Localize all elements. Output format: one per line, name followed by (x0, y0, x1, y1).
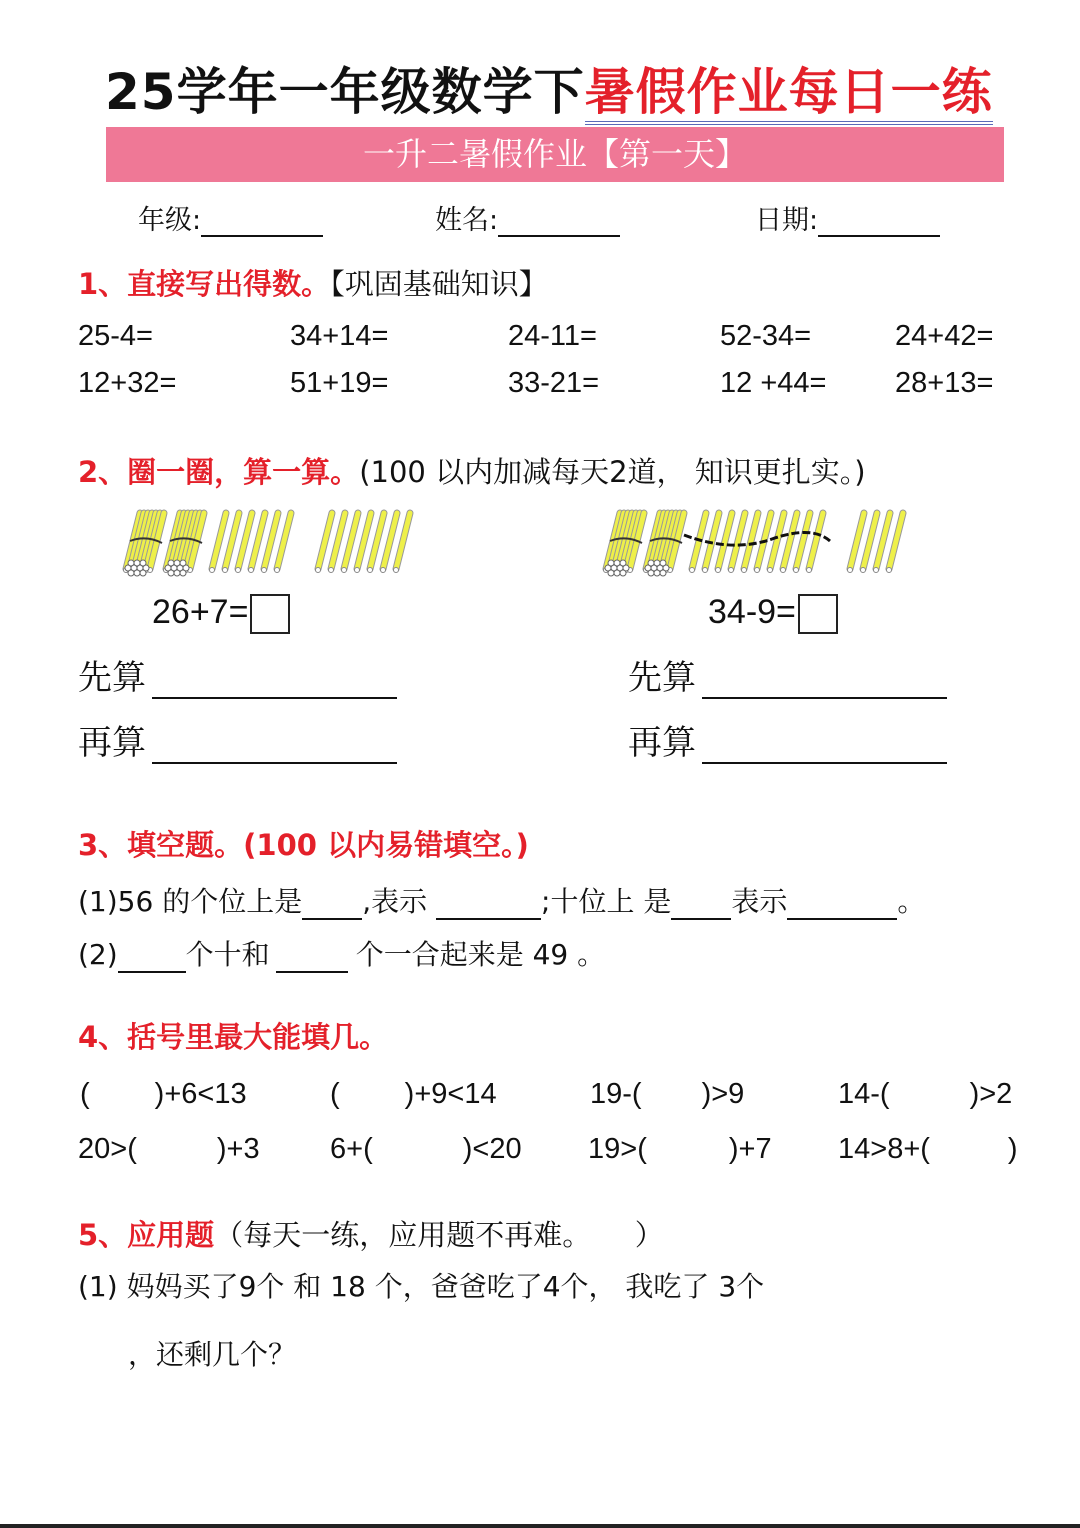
equation: 28+13= (895, 367, 994, 399)
blank[interactable] (302, 918, 362, 920)
stick-end (342, 568, 347, 573)
stick-end (236, 568, 241, 573)
stick-end (128, 570, 134, 576)
stick-end (887, 568, 892, 573)
stick-end (703, 568, 708, 573)
blank[interactable] (787, 918, 897, 920)
name-blank[interactable] (498, 235, 620, 237)
stick-end (180, 570, 186, 576)
stick-end (654, 560, 660, 566)
equation: 33-21= (508, 367, 600, 399)
inequality-right: )>2 (969, 1078, 1013, 1110)
stick-end (275, 568, 280, 573)
blank[interactable] (671, 918, 731, 920)
stick-end (620, 560, 626, 566)
stick-end (174, 570, 180, 576)
stick-end (168, 570, 174, 576)
inequality-right: )+3 (216, 1133, 260, 1165)
inequality-item (330, 1078, 497, 1111)
stick-end (614, 570, 620, 576)
inequality-item (588, 1133, 772, 1166)
date-label: 日期: (755, 205, 819, 236)
stick-end (174, 560, 180, 566)
grade-label: 年级: (138, 205, 202, 236)
stick-end (654, 570, 660, 576)
stick-end (249, 568, 254, 573)
section3-heading: 3、填空题。(100 以内易错填空。) (78, 828, 529, 862)
stick-end (316, 568, 321, 573)
stick-end (755, 568, 760, 573)
answer-box-left[interactable] (250, 594, 290, 634)
stick-end (648, 560, 654, 566)
name-field[interactable] (435, 198, 620, 237)
equation: 34+14= (290, 320, 389, 352)
inequality-item (78, 1133, 260, 1166)
inequality-left: 19>( (588, 1133, 647, 1165)
inequality-right: )+6<13 (154, 1078, 247, 1110)
section1-heading: 1、直接写出得数。【巩固基础知识】 (78, 267, 548, 301)
stick-end (134, 570, 140, 576)
stick-end (608, 570, 614, 576)
stick-end (660, 560, 666, 566)
worksheet-title (105, 52, 993, 124)
stick-end (381, 568, 386, 573)
stick-end (140, 560, 146, 566)
fill-question-1: (1)56 的个位上是 ,表示 ;十位上 是 表示 。 (78, 885, 926, 918)
section4-heading: 4、括号里最大能填几。 (78, 1020, 389, 1054)
inequality-left: 6+( (330, 1133, 373, 1165)
first-step-right[interactable]: 先算 (628, 650, 947, 699)
stick-end (648, 570, 654, 576)
equation: 52-34= (720, 320, 812, 352)
blank[interactable] (702, 697, 947, 699)
equation: 12+32= (78, 367, 177, 399)
inequality-item (590, 1078, 744, 1111)
page-border (0, 1524, 1080, 1528)
stick-end (368, 568, 373, 573)
section2-note: (100 以内加减每天2道， 知识更扎实。) (359, 455, 866, 489)
stick-end (608, 560, 614, 566)
day-banner: 一升二暑假作业【第一天】 (106, 127, 1004, 182)
blank[interactable] (436, 918, 541, 920)
inequality-item (838, 1078, 1012, 1111)
stick-end (168, 560, 174, 566)
fill-question-2: (2) 个十和 个一合起来是 49 。 (78, 938, 606, 971)
inequality-right: )<20 (462, 1133, 522, 1165)
stick-end (660, 570, 666, 576)
date-field[interactable] (755, 198, 940, 237)
section5-note: （每天一练，应用题不再难。 ） (214, 1218, 664, 1252)
stick-end (794, 568, 799, 573)
expr-left: 26+7= (152, 593, 290, 634)
inequality-right: )>9 (701, 1078, 745, 1110)
title-black: 25学年一年级数学下 (105, 63, 585, 121)
stick-end (620, 570, 626, 576)
stick-end (742, 568, 747, 573)
stick-end (874, 568, 879, 573)
stick-end (262, 568, 267, 573)
inequality-right: ) (1007, 1133, 1018, 1165)
inequality-left: 20>( (78, 1133, 137, 1165)
word-problem-1-line1: (1) 妈妈买了9个 和 18 个，爸爸吃了4个， 我吃了 3个 (78, 1270, 765, 1303)
equation: 24-11= (508, 320, 597, 352)
stick-end (807, 568, 812, 573)
grade-blank[interactable] (201, 235, 323, 237)
stick-end (861, 568, 866, 573)
blank[interactable] (152, 762, 397, 764)
inequality-left: 19-( (590, 1078, 642, 1110)
blank[interactable] (276, 971, 348, 973)
section5-heading: 5、应用题（每天一练，应用题不再难。 ） (78, 1218, 664, 1252)
stick-end (768, 568, 773, 573)
expr-right: 34-9= (708, 593, 838, 634)
stick-end (128, 560, 134, 566)
stick-end (180, 560, 186, 566)
blank[interactable] (702, 762, 947, 764)
date-blank[interactable] (818, 235, 940, 237)
equation: 24+42= (895, 320, 994, 352)
grade-field[interactable] (138, 198, 323, 237)
then-step-left[interactable]: 再算 (78, 715, 397, 764)
equation: 51+19= (290, 367, 389, 399)
stick-end (614, 560, 620, 566)
stick-end (140, 570, 146, 576)
inequality-left: ( (330, 1078, 340, 1110)
inequality-right: )+9<14 (404, 1078, 497, 1110)
stick-end (134, 560, 140, 566)
first-step-left[interactable]: 先算 (78, 650, 397, 699)
inequality-item (838, 1133, 1018, 1166)
inequality-right: )+7 (728, 1133, 772, 1165)
stick-end (848, 568, 853, 573)
stick-end (329, 568, 334, 573)
equation: 25-4= (78, 320, 153, 352)
inequality-item (80, 1078, 247, 1111)
inequality-left: 14>8+( (838, 1133, 930, 1165)
answer-box-right[interactable] (798, 594, 838, 634)
section1-note: 【巩固基础知识】 (330, 267, 548, 301)
stick-end (394, 568, 399, 573)
stick-end (781, 568, 786, 573)
name-label: 姓名: (435, 205, 499, 236)
inequality-item (330, 1133, 522, 1166)
stick-end (210, 568, 215, 573)
word-problem-1-line2: ，还剩几个？ (128, 1338, 297, 1371)
counting-sticks-right (600, 505, 930, 580)
stick-end (716, 568, 721, 573)
blank[interactable] (118, 971, 186, 973)
stick-end (690, 568, 695, 573)
stick-end (729, 568, 734, 573)
stick-end (223, 568, 228, 573)
title-red: 暑假作业每日一练 (585, 63, 993, 125)
equation: 12 +44= (720, 367, 827, 399)
counting-sticks-left (120, 505, 440, 580)
inequality-left: 14-( (838, 1078, 890, 1110)
inequality-left: ( (80, 1078, 90, 1110)
stick-end (355, 568, 360, 573)
blank[interactable] (152, 697, 397, 699)
then-step-right[interactable]: 再算 (628, 715, 947, 764)
section2-heading: 2、圈一圈，算一算。(100 以内加减每天2道， 知识更扎实。) (78, 455, 866, 489)
